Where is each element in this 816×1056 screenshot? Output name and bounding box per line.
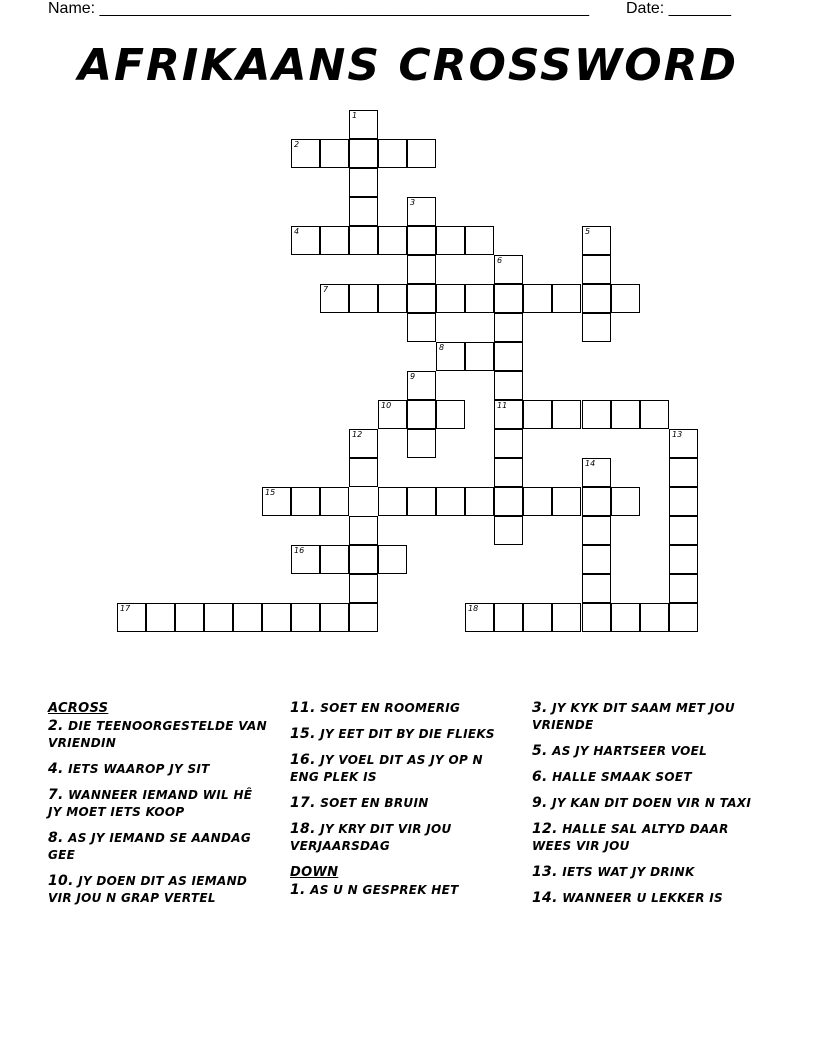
- clue-down-13: 13. IETS WAT JY DRINK: [532, 864, 695, 880]
- grid-cell: [582, 516, 611, 545]
- grid-cell: [669, 574, 698, 603]
- grid-cell: [378, 400, 407, 429]
- cell-number: 5: [585, 227, 591, 236]
- cell-number: 11: [497, 401, 508, 410]
- grid-cell: [407, 197, 436, 226]
- grid-cell: [465, 603, 494, 632]
- cell-number: 17: [120, 604, 131, 613]
- clue-across-4: 4. IETS WAAROP JY SIT: [48, 761, 210, 777]
- grid-cell: [291, 487, 320, 516]
- grid-cell: [582, 313, 611, 342]
- clue-across-2: 2. DIE TEENOORGESTELDE VAN VRIENDIN: [48, 718, 267, 750]
- name-line: Name: _______________________________________________________: [48, 0, 589, 17]
- grid-cell: [582, 603, 611, 632]
- grid-cell: [611, 487, 640, 516]
- grid-cell: [552, 400, 581, 429]
- grid-cell: [582, 458, 611, 487]
- across-heading: ACROSS: [48, 701, 109, 716]
- clue-across-17: 17. SOET EN BRUIN: [290, 795, 429, 811]
- grid-cell: [436, 342, 465, 371]
- clue-column-2: [290, 700, 510, 908]
- grid-cell: [640, 603, 669, 632]
- grid-cell: [582, 284, 611, 313]
- grid-cell: [349, 110, 378, 139]
- page-title: AFRIKAANS CROSSWORD: [77, 40, 739, 91]
- grid-cell: [669, 545, 698, 574]
- grid-cell: [523, 400, 552, 429]
- grid-cell: [407, 139, 436, 168]
- grid-cell: [349, 458, 378, 487]
- grid-cell: [465, 487, 494, 516]
- clue-across-7: 7. WANNEER IEMAND WIL HÊ JY MOET IETS KOOP: [48, 787, 253, 819]
- grid-cell: [552, 284, 581, 313]
- grid-cell: [175, 603, 204, 632]
- cell-number: 8: [439, 343, 445, 352]
- cell-number: 3: [410, 198, 416, 207]
- grid-cell: [146, 603, 175, 632]
- grid-cell: [669, 458, 698, 487]
- clue-down-1: 1. AS U N GESPREK HET: [290, 882, 459, 898]
- grid-cell: [494, 371, 523, 400]
- grid-cell: [349, 516, 378, 545]
- grid-cell: [407, 284, 436, 313]
- clue-down-14: 14. WANNEER U LEKKER IS: [532, 890, 723, 906]
- grid-cell: [465, 342, 494, 371]
- grid-cell: [523, 603, 552, 632]
- cell-number: 18: [468, 604, 479, 613]
- cell-number: 6: [497, 256, 503, 265]
- grid-cell: [552, 487, 581, 516]
- cell-number: 13: [672, 430, 683, 439]
- grid-cell: [494, 487, 523, 516]
- grid-cell: [436, 226, 465, 255]
- grid-cell: [291, 226, 320, 255]
- clue-across-15: 15. JY EET DIT BY DIE FLIEKS: [290, 726, 495, 742]
- grid-cell: [262, 487, 291, 516]
- clue-across-11: 11. SOET EN ROOMERIG: [290, 700, 461, 716]
- grid-cell: [582, 255, 611, 284]
- grid-cell: [204, 603, 233, 632]
- grid-cell: [582, 226, 611, 255]
- grid-cell: [669, 516, 698, 545]
- grid-cell: [349, 197, 378, 226]
- clue-down-9: 9. JY KAN DIT DOEN VIR N TAXI: [532, 795, 752, 811]
- grid-cell: [494, 313, 523, 342]
- grid-cell: [407, 313, 436, 342]
- grid-cell: [582, 487, 611, 516]
- grid-cell: [378, 284, 407, 313]
- grid-cell: [611, 284, 640, 313]
- grid-cell: [349, 139, 378, 168]
- grid-cell: [291, 139, 320, 168]
- grid-cell: [407, 226, 436, 255]
- grid-cell: [407, 400, 436, 429]
- grid-cell: [640, 400, 669, 429]
- cell-number: 1: [352, 111, 358, 120]
- grid-cell: [523, 487, 552, 516]
- grid-cell: [233, 603, 262, 632]
- grid-cell: [669, 429, 698, 458]
- grid-cell: [378, 226, 407, 255]
- grid-cell: [349, 545, 378, 574]
- grid-cell: [611, 400, 640, 429]
- cell-number: 14: [585, 459, 596, 468]
- clue-down-3: 3. JY KYK DIT SAAM MET JOU VRIENDE: [532, 700, 735, 732]
- grid-cell: [582, 545, 611, 574]
- grid-cell: [320, 545, 349, 574]
- cell-number: 7: [323, 285, 329, 294]
- cell-number: 10: [381, 401, 392, 410]
- clue-across-8: 8. AS JY IEMAND SE AANDAG GEE: [48, 830, 252, 862]
- down-heading: DOWN: [290, 865, 339, 880]
- grid-cell: [407, 429, 436, 458]
- grid-cell: [291, 603, 320, 632]
- grid-cell: [291, 545, 320, 574]
- cell-number: 9: [410, 372, 416, 381]
- grid-cell: [407, 371, 436, 400]
- grid-cell: [436, 487, 465, 516]
- grid-cell: [465, 226, 494, 255]
- grid-cell: [378, 545, 407, 574]
- clue-column-1: [48, 700, 268, 916]
- clue-column-3: [532, 700, 762, 916]
- grid-cell: [349, 574, 378, 603]
- grid-cell: [669, 603, 698, 632]
- grid-cell: [349, 284, 378, 313]
- grid-cell: [407, 487, 436, 516]
- grid-cell: [552, 603, 581, 632]
- clue-across-18: 18. JY KRY DIT VIR JOU VERJAARSDAG: [290, 821, 452, 853]
- grid-cell: [378, 487, 407, 516]
- grid-cell: [262, 603, 291, 632]
- grid-cell: [582, 574, 611, 603]
- grid-cell: [320, 139, 349, 168]
- grid-cell: [494, 255, 523, 284]
- cell-number: 15: [265, 488, 276, 497]
- grid-cell: [320, 487, 349, 516]
- grid-cell: [494, 342, 523, 371]
- date-line: Date: _______: [626, 0, 731, 17]
- clue-across-16: 16. JY VOEL DIT AS JY OP N ENG PLEK IS: [290, 752, 483, 784]
- grid-cell: [320, 284, 349, 313]
- grid-cell: [494, 458, 523, 487]
- grid-cell: [669, 487, 698, 516]
- clue-down-5: 5. AS JY HARTSEER VOEL: [532, 743, 708, 759]
- grid-cell: [349, 603, 378, 632]
- grid-cell: [320, 226, 349, 255]
- clue-across-10: 10. JY DOEN DIT AS IEMAND VIR JOU N GRAP VERTEL: [48, 873, 248, 905]
- cell-number: 12: [352, 430, 363, 439]
- grid-cell: [582, 400, 611, 429]
- cell-number: 4: [294, 227, 300, 236]
- grid-cell: [436, 284, 465, 313]
- grid-cell: [494, 516, 523, 545]
- grid-cell: [523, 284, 552, 313]
- grid-cell: [117, 603, 146, 632]
- grid-cell: [349, 429, 378, 458]
- grid-cell: [407, 255, 436, 284]
- grid-cell: [436, 400, 465, 429]
- grid-cell: [494, 400, 523, 429]
- grid-cell: [465, 284, 494, 313]
- clue-down-12: 12. HALLE SAL ALTYD DAAR WEES VIR JOU: [532, 821, 729, 853]
- clue-down-6: 6. HALLE SMAAK SOET: [532, 769, 692, 785]
- cell-number: 16: [294, 546, 305, 555]
- grid-cell: [349, 226, 378, 255]
- grid-cell: [349, 168, 378, 197]
- cell-number: 2: [294, 140, 300, 149]
- grid-cell: [494, 284, 523, 313]
- grid-cell: [378, 139, 407, 168]
- grid-cell: [494, 603, 523, 632]
- grid-cell: [320, 603, 349, 632]
- grid-cell: [494, 429, 523, 458]
- grid-cell: [611, 603, 640, 632]
